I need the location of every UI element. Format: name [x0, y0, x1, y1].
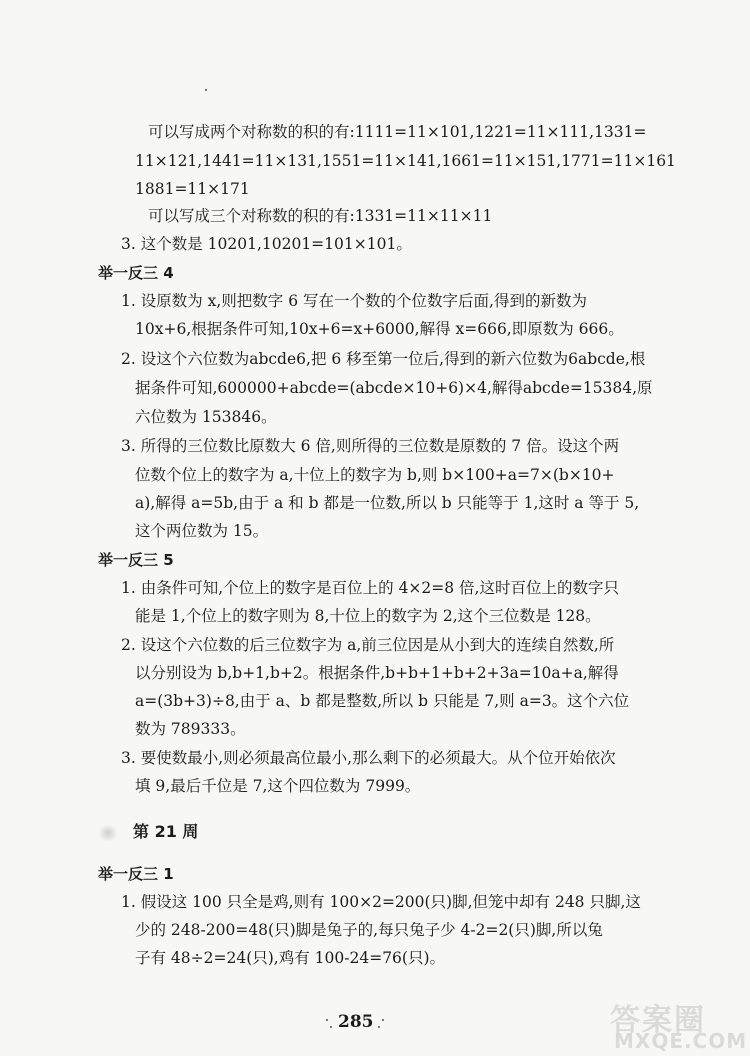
text-line: a=(3b+3)÷8,由于 a、b 都是整数,所以 b 只能是 7,则 a=3。这个六位	[135, 692, 630, 710]
page-dot	[382, 1019, 384, 1021]
text-line: 3. 所得的三位数比原数大 6 倍,则所得的三位数是原数的 7 倍。设这个两	[121, 437, 620, 455]
text-line: 可以写成两个对称数的积的有:1111=11×101,1221=11×111,1331=	[148, 123, 647, 141]
page-dot	[326, 1019, 328, 1021]
text-line: 数为 789333。	[135, 720, 246, 738]
text-line: 以分别设为 b,b+1,b+2。根据条件,b+b+1+b+2+3a=10a+a,解得	[135, 664, 619, 682]
text-line: 3. 这个数是 10201,10201=101×101。	[121, 235, 412, 253]
text-line: 2. 设这个六位数为abcde6,把 6 移至第一位后,得到的新六位数为6abcde,根	[121, 350, 646, 368]
text-line: 据条件可知,600000+abcde=(abcde×10+6)×4,解得abcde=15384,原	[135, 379, 653, 397]
watermark-top-text: 答案圈	[610, 1003, 706, 1038]
text-line: 1. 设原数为 x,则把数字 6 写在一个数的个位数字后面,得到的新数为	[121, 292, 587, 310]
page-dot	[378, 1026, 380, 1028]
text-line: 子有 48÷2=24(只),鸡有 100-24=76(只)。	[135, 949, 446, 967]
text-line: 这个两位数为 15。	[135, 522, 269, 540]
watermark-bottom-text: MXQE.COM	[614, 1029, 748, 1053]
page-dot	[330, 1026, 332, 1028]
page-number: 285	[338, 1012, 374, 1032]
week-heading: 第 21 周	[133, 822, 199, 841]
text-line: 1. 由条件可知,个位上的数字是百位上的 4×2=8 倍,这时百位上的数字只	[121, 579, 619, 597]
section-heading: 举一反三 5	[98, 551, 174, 569]
text-line: 能是 1,个位上的数字则为 8,十位上的数字为 2,这个三位数是 128。	[135, 607, 601, 625]
text-line: a),解得 a=5b,由于 a 和 b 都是一位数,所以 b 只能等于 1,这时 a 等于 5,	[135, 494, 640, 512]
text-line: 六位数为 153846。	[135, 408, 277, 426]
text-line: 11×121,1441=11×131,1551=11×141,1661=11×151,1771=11×161	[135, 152, 676, 170]
text-line: 填 9,最后千位是 7,这个四位数为 7999。	[135, 777, 421, 795]
stray-dot	[205, 89, 207, 91]
text-line: 少的 248-200=48(只)脚是兔子的,每只兔子少 4-2=2(只)脚,所以兔	[135, 921, 603, 939]
text-line: 1881=11×171	[135, 180, 250, 198]
text-line: 位数个位上的数字为 a,十位上的数字为 b,则 b×100+a=7×(b×10+	[135, 466, 615, 484]
watermark-logo	[610, 995, 748, 1053]
section-heading: 举一反三 4	[98, 264, 174, 282]
text-line: 10x+6,根据条件可知,10x+6=x+6000,解得 x=666,即原数为 666。	[135, 320, 624, 338]
section-heading: 举一反三 1	[98, 865, 174, 883]
scan-smudge	[98, 824, 118, 842]
text-line: 可以写成三个对称数的积的有:1331=11×11×11	[148, 207, 493, 225]
text-line: 3. 要使数最小,则必须最高位最小,那么剩下的必须最大。从个位开始依次	[121, 749, 616, 767]
text-line: 1. 假设这 100 只全是鸡,则有 100×2=200(只)脚,但笼中却有 248 只脚,这	[121, 893, 641, 911]
text-line: 2. 设这个六位数的后三位数字为 a,前三位因是从小到大的连续自然数,所	[121, 636, 615, 654]
